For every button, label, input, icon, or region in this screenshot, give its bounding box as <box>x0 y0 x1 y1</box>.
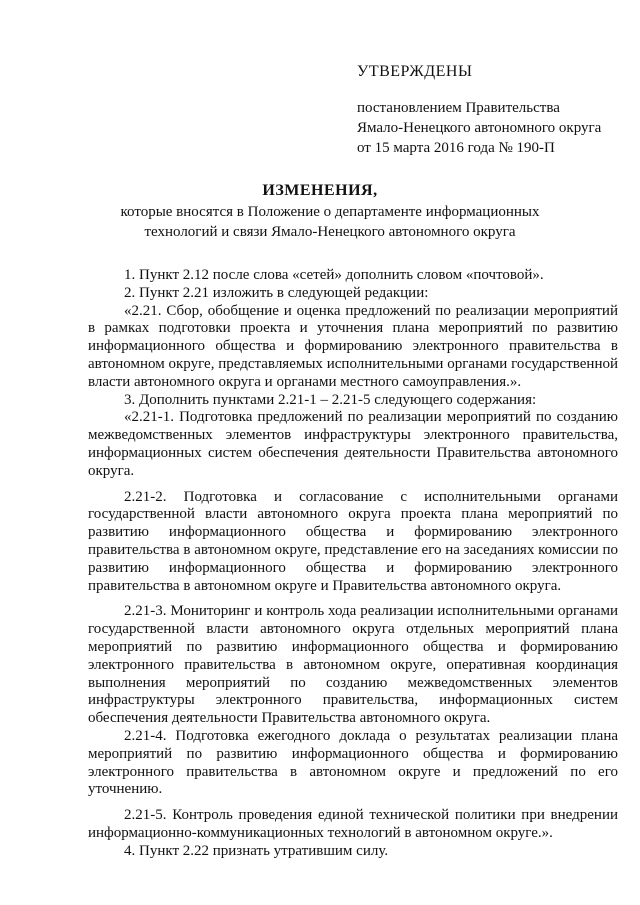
paragraph-2-21-5: 2.21-5. Контроль проведения единой технической политики при внедрении информационно-коммуникационных технологий в автономном округе.». <box>88 807 618 841</box>
paragraph-2-21: «2.21. Сбор, обобщение и оценка предложений по реализации мероприятий в рамках подготовки проекта и уточнения плана мероприятий по развитию информационного общества и формированию электронного правительства в автономном округе, представляемых исполнительными органами государственной власти автономного округа и органами местного самоуправления.». <box>88 302 618 390</box>
approval-block <box>357 62 627 158</box>
document-body <box>88 267 618 861</box>
approval-line: от 15 марта 2016 года № 190-П <box>357 140 555 156</box>
approval-heading: УТВЕРЖДЕНЫ <box>357 63 473 80</box>
paragraph-item-3: 3. Дополнить пунктами 2.21-1 – 2.21-5 следующего содержания: <box>124 391 537 408</box>
paragraph-2-21-1: «2.21-1. Подготовка предложений по реализации мероприятий по созданию межведомственных элементов инфраструктуры электронного правительства, информационных систем обеспечения деятельности Правительства автономного округа. <box>88 409 618 479</box>
document-title: ИЗМЕНЕНИЯ, <box>262 182 378 199</box>
subtitle-line: которые вносятся в Положение о департаменте информационных <box>120 204 540 220</box>
paragraph-item-4: 4. Пункт 2.22 признать утратившим силу. <box>124 842 389 859</box>
paragraph-2-21-3: 2.21-3. Мониторинг и контроль хода реализации исполнительными органами государственной власти автономного округа отдельных мероприятий плана мероприятий по развитию информационного общества и формированию электронного правительства в автономном округе, оперативная координация выполнения мероприятий по созданию межведомственных элементов инфраструктуры электронного правительства, информационных систем обеспечения деятельности Правительства автономного округа. <box>88 603 618 727</box>
paragraph-2-21-4: 2.21-4. Подготовка ежегодного доклада о результатах реализации плана мероприятий по развитию информационного общества и формированию электронного правительства в автономном округе и предложений по его уточнению. <box>88 727 618 798</box>
approval-line: Ямало-Ненецкого автономного округа <box>357 120 602 136</box>
paragraph-item-2: 2. Пункт 2.21 изложить в следующей редакции: <box>124 284 429 301</box>
paragraph-item-1: 1. Пункт 2.12 после слова «сетей» дополнить словом «почтовой». <box>124 267 544 283</box>
document-subtitle <box>100 202 560 242</box>
subtitle-line: технологий и связи Ямало-Ненецкого автономного округа <box>144 224 516 240</box>
paragraph-2-21-2: 2.21-2. Подготовка и согласование с исполнительными органами государственной власти автономного округа проекта плана мероприятий по развитию информационного общества и формированию электронного правительства в автономном округе, представление его на заседаниях комиссии по развитию информационного общества и формированию электронного правительства в автономном округе и Правительства автономного округа. <box>88 488 618 594</box>
approval-line: постановлением Правительства <box>357 100 560 116</box>
